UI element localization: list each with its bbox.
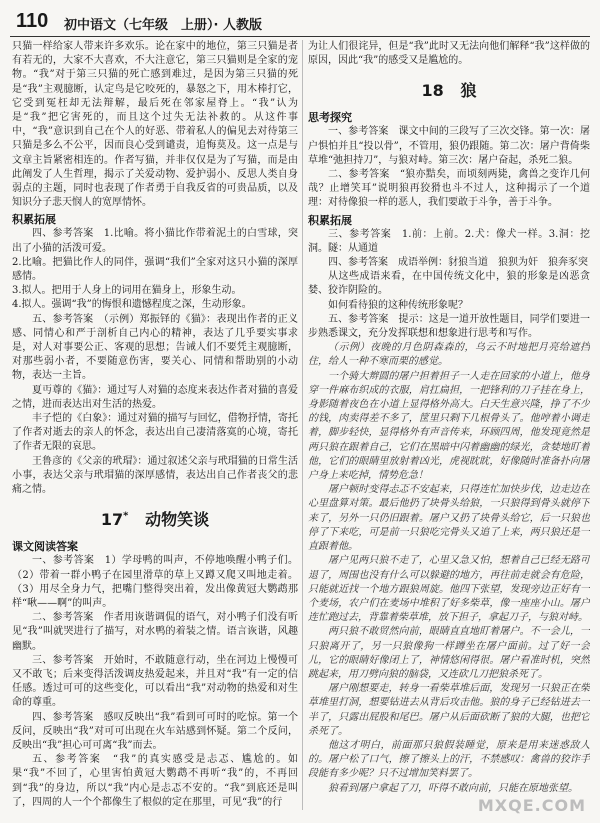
l18-answer-1: 一、参考答案 课文中间的三段写了三次交锋。第一次：屠户惧怕并且“投以骨”，不管用，狼仍跟随。第二次：屠户背倚柴草堆“弛担持刀”，与狼对峙。第三次：屠户奋起，杀死二狼。 bbox=[308, 126, 590, 166]
l17-answer-2: 二、参考答案 作者用诙谐调侃的语气，对小鸭子们没有听见“我”叫就哭进行了描写，对水鸭的着装之情。语言诙谐，风趣幽默。 bbox=[12, 612, 298, 652]
lesson-18-title bbox=[308, 78, 590, 101]
answer-5-example-2: 丰子恺的《白象》：通过对猫的描写与回忆，借物抒情，寄托了作者对逝去的亲人的怀念，表达出自己凄清落寞的心境，寄托了作者无限的哀思。 bbox=[12, 413, 298, 453]
l17-answer-5: 五、参考答案 “我”的真实感受是忐忑、尴尬的。如果“我”不回了，心里害怕黄冠大鹦鹉不再听“我”的，不再回到“我”的身边，所以“我”内心是忐忑不安的。“我”到底还是叫了，四周的人一个个都像生了根似的定在那里，可见“我”的行 bbox=[12, 754, 298, 808]
l18-answer-4-note: 从这些成语来看，在中国传统文化中，狼的形象是凶恶贪婪、狡诈阴险的。 bbox=[308, 271, 590, 297]
left-column bbox=[12, 40, 298, 815]
l17-answer-3: 三、参考答案 开始时，不敢随意行动，坐在河边上慢慢可又不敢飞；后来变得活泼调皮热爱起来，并且对“我”有一定的信任感。透过可可的这些变化，可以看出“我”对动物的热爱和对生命的尊重。 bbox=[12, 654, 298, 709]
right-column bbox=[308, 40, 590, 815]
intro-paragraph: 只猫一样给家人带来许多欢乐。论在家中的地位，第三只猫是者有若无的，大家不大喜欢，不大注意它，第三只猫则是全家的宠物。“我”对于第三只猫的死亡感到难过，是因为第三只猫的死是“我”主观臆断，认定鸟是它咬死的，暴怒之下，用木棒打它，它受到冤枉却无法辩解，最后死在邻家屋脊上。“我”认为是“我”把它害死的，而且这个过失无法补救的。从这件事中，“我”意识到自己在个人的好恶、带着私人的偏见去对待第三只猫是多么不公平，因而良心受到谴责，追悔莫及。这一点是与文章主旨紧密相连的。作者写猫，并非仅仅是为了写猫，而是由此阐发了人生哲理，揭示了关爱动物、爱护弱小、反思人类自身弱点的主题，同时也表现了作者勇于自我反省的可贵品质，以及知识分子悲天悯人的宽厚情怀。 bbox=[12, 41, 298, 209]
answer-4-item-3: 3.拟人。把用于人身上的词用在猫身上，形象生动。 bbox=[12, 285, 242, 297]
example-para-2: 一个骑大辫圆的屠户担着担子一人走在回家的小道上，他身穿一件麻布织成的衣服，肩扛扁担，一把锋利的刀子挂在身上，身影随着夜色在小道上显得格外高大。白天生意兴隆，挣了不少的钱，肉卖得差不多了，筐里只剩下几根骨头了。他哼着小调走着，脚步轻快，显得格外有声音传来，环顾四周，他发现竟然是两只狼在跟着自己，它们在黑暗中闪着幽幽的绿光，贪婪地盯着他，它们的眼睛里放射着凶光，虎视眈眈，好像随时准备扑向屠户身上来吃掉，情势危急！ bbox=[308, 370, 590, 482]
lesson-17-star: * bbox=[123, 510, 129, 522]
l18-answer-2: 二、参考答案 “狼亦黠矣，而顷刻两毙，禽兽之变诈几何哉？止增笑耳”说明狼再狡猾也斗不过人，这种揭示了一个道理：对待像狼一样的恶人，我们要敢于斗争，善于斗争。 bbox=[308, 169, 590, 209]
book-title: 初中语文（七年级 上册）· 人教版 bbox=[64, 18, 262, 33]
page-header bbox=[10, 6, 590, 37]
example-para-3: 屠户顿时变得忐忑不安起来，只得连忙加快步伐，边走边在心里盘算对策。最后他扔了块骨头给狼，一只狼得到骨头就停下来了，另外一只仍旧跟着。屠户又扔了块骨头给它，后一只狼也停了下来吃，可是前一只狼吃完骨头又追了上来，两只狼还是一直跟着他。 bbox=[308, 484, 590, 553]
example-para-6: 屠户刚想要走，转身一看柴草堆后面，发现另一只狼正在柴草堆里打洞，想要钻进去从背后攻击他。狼的身子已经钻进去一半了，只露出屁股和尾巴。屠户从后面砍断了狼的大腿，也把它杀死了。 bbox=[308, 683, 590, 737]
section-title-inquiry: 思考探究 bbox=[308, 111, 352, 125]
l18-answer-4: 四、参考答案 成语举例：豺狼当道 狼狈为奸 狼奔豕突 bbox=[328, 257, 588, 269]
example-para-1: （示例）夜晚的月色阴森森的，乌云不时地把月亮给遮挡住，给人一种不寒而栗的感觉。 bbox=[308, 342, 590, 368]
answer-4: 四、参考答案 1.比喻。将小猫比作带着泥土的白雪球，突出了小猫的活泼可爱。 bbox=[12, 228, 298, 254]
lesson-18-number: 18 bbox=[421, 81, 444, 101]
column-divider bbox=[302, 40, 303, 810]
answer-4-item-4: 4.拟人。强调“我”的悔恨和遗憾程度之深，生动形象。 bbox=[12, 299, 252, 311]
l18-answer-5: 五、参考答案 提示：这是一道开放性题目，同学们要进一步熟悉课文，充分发挥联想和想象进行思考和写作。 bbox=[308, 313, 590, 340]
answer-4-item-2: 2.比喻。把猫比作人的同伴，强调“我们”全家对这只小猫的深厚感情。 bbox=[12, 256, 298, 283]
section-title-accumulation-2: 积累拓展 bbox=[308, 213, 352, 227]
lesson-17-name: 动物笑谈 bbox=[145, 510, 210, 530]
watermark: MXQE.COM bbox=[477, 796, 586, 815]
section-title-accumulation: 积累拓展 bbox=[12, 213, 56, 227]
example-last-line: 狼看到屠户拿起了刀，吓得不敢向前，只能在原地张望。 bbox=[328, 782, 578, 794]
answer-5: 五、参考答案 （示例）郑振铎的《猫》：表现出作者的正义感、同情心和严于剖析自己内心的精神，表达了几乎要实事求是，对人对事要公正、客观的思想；告诫人们不要凭主观臆断，对那些弱小者，不要随意伤害，要关心、同情和帮助别的小动物，表达一主旨。 bbox=[12, 313, 298, 382]
answer-5-example-3: 王鲁彦的《父亲的玳瑁》：通过叙述父亲与玳瑁猫的日常生活小事，表达父亲与玳瑁猫的深厚感情，表达出自己作者丧父的悲痛之情。 bbox=[12, 455, 298, 496]
continued-text: 为让人们很诧异，但是“我”此时又无法向他们解释“我”这样做的原因，因此“我”的感受又是尴尬的。 bbox=[308, 41, 590, 67]
l17-answer-4: 四、参考答案 感叹反映出“我”看到可可时的吃惊。第一个反问，反映出“我”对可可出现在火车站感到怀疑。第二个反问，反映出“我”担心可可离“我”而去。 bbox=[12, 711, 298, 751]
l17-answer-1: 一、参考答案 1）学母鸭的叫声，不停地唤醒小鸭子们。（2）带着一群小鸭子在园里滑草的草上又蹲又爬又叫地走着。（3）用尽全身力气，把嘴门整得突出着，发出像黄冠大鹦鹉那样“啾——啊”的叫声。 bbox=[12, 555, 298, 609]
example-para-7: 他这才明白，前面那只狼假装睡觉，原来是用来迷惑敌人的。屠户松了口气，擦了擦头上的汗，不禁感叹：禽兽的狡诈手段能有多少呢？只不过增加笑料罢了。 bbox=[308, 739, 590, 780]
section-title-reading: 课文阅读答案 bbox=[12, 540, 78, 554]
l18-answer-3: 三、参考答案 1.前：上前。2.犬：像犬一样。3.洞：挖洞。隧：从通道 bbox=[308, 228, 590, 254]
example-para-5: 两只狼不敢贸然向前，眼睛直直地盯着屠户。不一会儿，一只狼离开了，另一只狼像狗一样蹲坐在屠户面前。过了好一会儿，它的眼睛好像闭上了，神情悠闲得很。屠户看准时机，突然跳起来，用刀劈向狼的脑袋，又连砍几刀把狼杀死了。 bbox=[308, 626, 590, 680]
answer-5-example-1: 夏丏尊的《猫》：通过写人对猫的态度来表达作者对猫的喜爱之情，进而表达出对生活的热爱。 bbox=[12, 384, 298, 410]
lesson-17-title bbox=[12, 507, 298, 530]
l18-answer-4-question: 如何看待狼的这种传统形象呢？ bbox=[328, 299, 468, 311]
lesson-17-number: 17 bbox=[100, 510, 124, 530]
page-number: 110 bbox=[16, 10, 49, 32]
example-para-4: 屠户见两只狼不走了，心里又急又怕，想着自己已经无路可退了，周围也没有什么可以躲避的地方，再往前走就会有危险，只能就近找一个地方跟狼周旋。他四下张望，发现旁边正好有一个麦场，农户们在麦场中堆积了好多柴草，像一座座小山。屠户连忙跑过去，背靠着柴草堆，放下担子，拿起刀子，与狼对峙。 bbox=[308, 555, 590, 624]
lesson-18-name: 狼 bbox=[460, 81, 477, 101]
